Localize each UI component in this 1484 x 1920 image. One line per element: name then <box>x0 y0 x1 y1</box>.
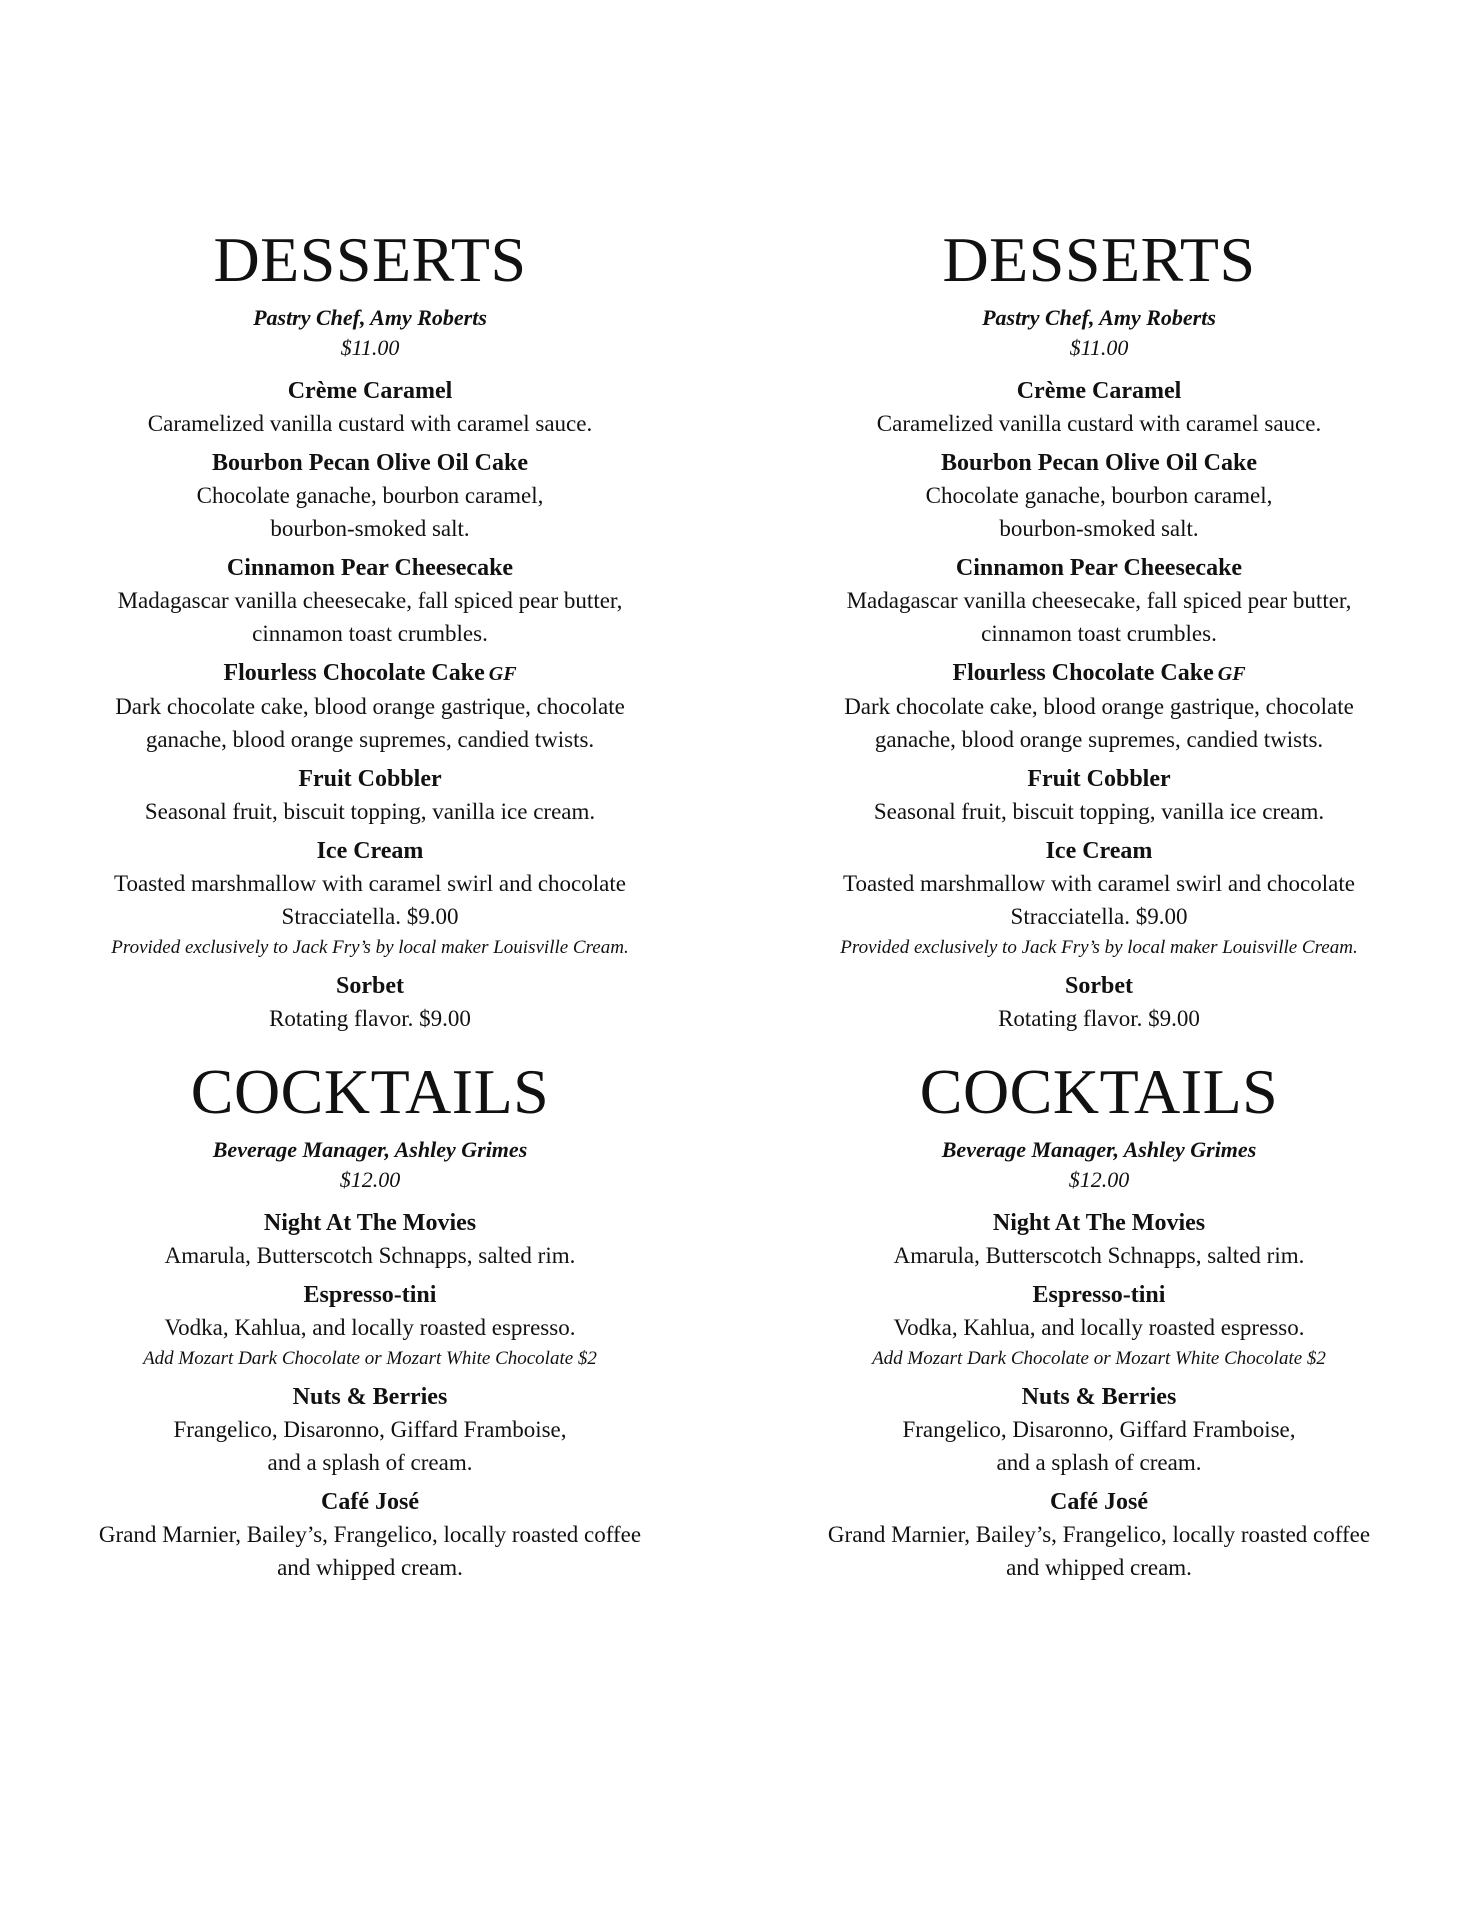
menu-item <box>739 1207 1459 1272</box>
item-description: Amarula, Butterscotch Schnapps, salted rim. <box>164 1243 576 1268</box>
item-description: Vodka, Kahlua, and locally roasted espresso. <box>893 1315 1305 1340</box>
item-name-text: Café José <box>321 1489 419 1515</box>
item-name <box>739 1207 1459 1239</box>
item-name-text: Nuts & Berries <box>1021 1384 1177 1410</box>
menu-item <box>10 1381 730 1479</box>
item-description: Dark chocolate cake, blood orange gastrique, chocolate ganache, blood orange supremes, candied twists. <box>115 694 625 752</box>
menu-item <box>10 1207 730 1272</box>
cocktails-items <box>10 1207 730 1584</box>
item-name-text: Espresso-tini <box>1032 1282 1166 1308</box>
section-title: COCKTAILS <box>919 1056 1279 1127</box>
item-name <box>10 1486 730 1518</box>
item-name-text: Bourbon Pecan Olive Oil Cake <box>940 450 1257 476</box>
section-subtitle: Beverage Manager, Ashley Grimes <box>941 1137 1257 1162</box>
cocktails-section <box>10 1057 730 1584</box>
desserts-items <box>739 375 1459 1035</box>
item-name-text: Sorbet <box>1065 973 1133 999</box>
item-name-text: Espresso-tini <box>303 1282 437 1308</box>
item-description: Vodka, Kahlua, and locally roasted espresso. <box>164 1315 576 1340</box>
item-name-text: Sorbet <box>336 973 404 999</box>
item-name <box>10 970 730 1002</box>
item-name <box>739 970 1459 1002</box>
menu-item <box>10 763 730 828</box>
desserts-section <box>739 225 1459 1035</box>
item-name <box>10 1279 730 1311</box>
menu-item <box>739 657 1459 756</box>
menu-item <box>739 552 1459 650</box>
item-description: Caramelized vanilla custard with caramel sauce. <box>147 411 593 436</box>
item-description: Rotating flavor. $9.00 <box>269 1006 471 1031</box>
menu-item <box>739 1279 1459 1374</box>
menu-column-right <box>739 225 1459 1591</box>
item-name-text: Fruit Cobbler <box>1027 766 1171 792</box>
menu-item <box>739 970 1459 1035</box>
section-subtitle: Beverage Manager, Ashley Grimes <box>212 1137 528 1162</box>
item-description: Madagascar vanilla cheesecake, fall spiced pear butter, cinnamon toast crumbles. <box>117 588 623 646</box>
item-name <box>739 1381 1459 1413</box>
menu-column-left <box>10 225 730 1591</box>
item-name <box>739 1279 1459 1311</box>
item-name-text: Crème Caramel <box>287 378 453 404</box>
section-price: $11.00 <box>340 335 400 360</box>
item-name-text: Nuts & Berries <box>292 1384 448 1410</box>
item-name <box>10 1381 730 1413</box>
item-name <box>739 447 1459 479</box>
item-name-text: Crème Caramel <box>1016 378 1182 404</box>
item-description: Frangelico, Disaronno, Giffard Framboise, and a splash of cream. <box>173 1417 567 1475</box>
item-note: Add Mozart Dark Chocolate or Mozart White Chocolate $2 <box>872 1348 1326 1369</box>
item-name-text: Bourbon Pecan Olive Oil Cake <box>211 450 528 476</box>
item-description: Grand Marnier, Bailey’s, Frangelico, locally roasted coffee and whipped cream. <box>98 1522 642 1580</box>
item-name-text: Ice Cream <box>1045 838 1153 864</box>
section-title: COCKTAILS <box>190 1056 550 1127</box>
section-title: DESSERTS <box>942 224 1256 295</box>
item-description: Chocolate ganache, bourbon caramel, bourbon-smoked salt. <box>925 483 1273 541</box>
menu-item <box>739 447 1459 545</box>
menu-item <box>10 970 730 1035</box>
item-name-text: Night At The Movies <box>992 1210 1206 1236</box>
menu-item <box>10 552 730 650</box>
menu-item <box>10 1486 730 1584</box>
desserts-section <box>10 225 730 1035</box>
item-name <box>10 763 730 795</box>
menu-item <box>739 375 1459 440</box>
item-name <box>739 835 1459 867</box>
item-description: Amarula, Butterscotch Schnapps, salted rim. <box>893 1243 1305 1268</box>
item-name <box>739 763 1459 795</box>
item-description: Rotating flavor. $9.00 <box>998 1006 1200 1031</box>
item-name <box>739 552 1459 584</box>
section-price: $12.00 <box>1068 1167 1130 1192</box>
menu-item <box>739 1486 1459 1584</box>
item-name-text: Flourless Chocolate Cake <box>952 660 1214 686</box>
desserts-items <box>10 375 730 1035</box>
menu-item <box>10 657 730 756</box>
item-name <box>739 1486 1459 1518</box>
item-name-text: Ice Cream <box>316 838 424 864</box>
item-name <box>739 657 1459 690</box>
item-description: Chocolate ganache, bourbon caramel, bourbon-smoked salt. <box>196 483 544 541</box>
item-description: Toasted marshmallow with caramel swirl and chocolate Stracciatella. $9.00 <box>114 871 626 929</box>
item-description: Seasonal fruit, biscuit topping, vanilla ice cream. <box>873 799 1325 824</box>
section-title: DESSERTS <box>213 224 527 295</box>
item-name-text: Night At The Movies <box>263 1210 477 1236</box>
item-description: Seasonal fruit, biscuit topping, vanilla ice cream. <box>144 799 596 824</box>
item-name-text: Fruit Cobbler <box>298 766 442 792</box>
item-note: Add Mozart Dark Chocolate or Mozart White Chocolate $2 <box>143 1348 597 1369</box>
menu-item <box>10 375 730 440</box>
item-note: Provided exclusively to Jack Fry’s by local maker Louisville Cream. <box>111 937 629 958</box>
item-name <box>10 375 730 407</box>
item-name <box>10 1207 730 1239</box>
menu-item <box>739 763 1459 828</box>
item-description: Madagascar vanilla cheesecake, fall spiced pear butter, cinnamon toast crumbles. <box>846 588 1352 646</box>
section-subtitle: Pastry Chef, Amy Roberts <box>982 305 1216 330</box>
item-name <box>10 447 730 479</box>
section-subtitle: Pastry Chef, Amy Roberts <box>253 305 487 330</box>
item-name <box>10 835 730 867</box>
item-name-text: Cinnamon Pear Cheesecake <box>955 555 1243 581</box>
menu-item <box>10 447 730 545</box>
item-name <box>10 657 730 690</box>
menu-item <box>739 835 1459 963</box>
item-name-text: Café José <box>1050 1489 1148 1515</box>
dietary-tag: GF <box>1217 663 1246 685</box>
cocktails-section <box>739 1057 1459 1584</box>
menu-item <box>10 1279 730 1374</box>
section-price: $11.00 <box>1069 335 1129 360</box>
item-description: Toasted marshmallow with caramel swirl and chocolate Stracciatella. $9.00 <box>843 871 1355 929</box>
section-price: $12.00 <box>339 1167 401 1192</box>
item-name <box>10 552 730 584</box>
dietary-tag: GF <box>488 663 517 685</box>
item-name <box>739 375 1459 407</box>
item-description: Dark chocolate cake, blood orange gastrique, chocolate ganache, blood orange supremes, candied twists. <box>844 694 1354 752</box>
cocktails-items <box>739 1207 1459 1584</box>
item-note: Provided exclusively to Jack Fry’s by local maker Louisville Cream. <box>840 937 1358 958</box>
menu-item <box>739 1381 1459 1479</box>
item-description: Caramelized vanilla custard with caramel sauce. <box>876 411 1322 436</box>
item-name-text: Flourless Chocolate Cake <box>223 660 485 686</box>
item-name-text: Cinnamon Pear Cheesecake <box>226 555 514 581</box>
menu-item <box>10 835 730 963</box>
item-description: Grand Marnier, Bailey’s, Frangelico, locally roasted coffee and whipped cream. <box>827 1522 1371 1580</box>
item-description: Frangelico, Disaronno, Giffard Framboise, and a splash of cream. <box>902 1417 1296 1475</box>
